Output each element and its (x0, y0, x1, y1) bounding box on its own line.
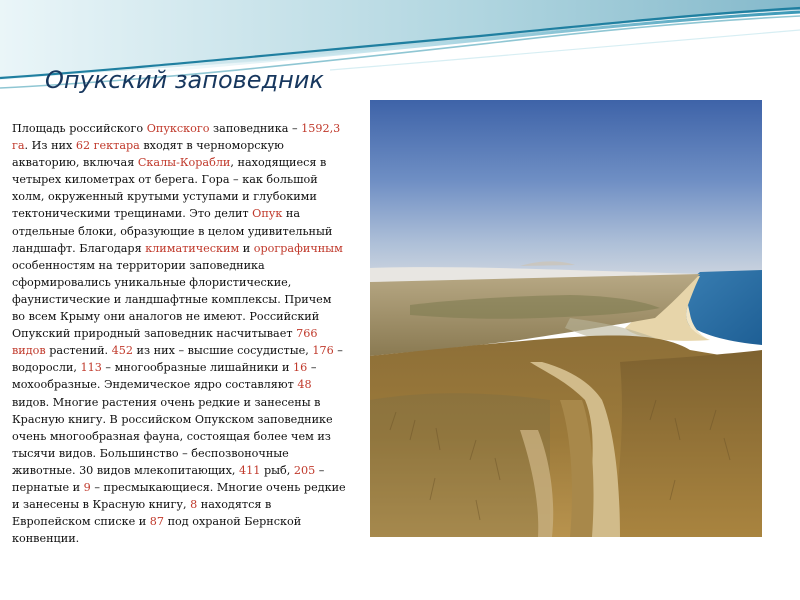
body-text-run: особенностям на территории заповедника сформировались уникальные флористические, фаунистические и ландшафтные комплексы. Причем во всем Крыму они аналогов не имеют. Российский Опукский природный заповедник насчитывает (12, 258, 332, 341)
body-text-run: – многообразные лишайники и (101, 361, 294, 375)
body-paragraph (12, 120, 347, 547)
body-text-run: – водоросли, (12, 344, 343, 375)
body-text-run: под охраной Бернской конвенции. (12, 515, 302, 546)
body-text-run: , находящиеся в четырех километрах от берега. Гора – как большой холм, окруженный крутыми уступами и глубокими тектоническими трещинами. Это делит (12, 156, 327, 221)
highlighted-term: Опукского (146, 122, 210, 135)
body-text-run: видов. Многие растения очень редкие и занесены в Красную книгу. В российском Опукском заповеднике очень многообразная фауна, состоящая более чем из тысячи видов. Большинство – беспозвоночные животные. 30 видов млекопитающих, (12, 395, 333, 477)
highlighted-term: 8 (190, 498, 198, 512)
body-text-run: входят в черноморскую акваторию, включая (12, 139, 284, 170)
highlighted-term: орографичным (253, 241, 343, 255)
body-text-run: на отдельные блоки, образующие в целом удивительный ландшафт. Благодаря (12, 207, 333, 255)
highlighted-term: 205 (293, 463, 316, 477)
slide-title: Опукский заповедник (45, 66, 324, 94)
body-text-run: растений. (45, 344, 112, 358)
highlighted-term: 9 (83, 480, 91, 494)
highlighted-term: Опук (252, 207, 283, 221)
landscape-photo (370, 100, 762, 537)
body-text-run: – пернатые и (12, 463, 325, 494)
highlighted-term: климатическим (145, 241, 240, 255)
body-text-run: – мохообразные. Эндемическое ядро составляют (12, 361, 317, 392)
highlighted-term: 176 (312, 344, 334, 358)
body-text-run: . Из них (24, 139, 76, 153)
body-text-run: Площадь российского (12, 122, 147, 135)
body-text-run: и (239, 241, 254, 255)
highlighted-term: 452 (111, 344, 133, 358)
body-text-run: заповедника – (209, 122, 302, 135)
highlighted-term: 87 (149, 515, 165, 529)
highlighted-term: 113 (80, 361, 102, 375)
body-text-run: – пресмыкающиеся. Многие очень редкие и занесены в Красную книгу, (12, 480, 346, 512)
highlighted-term: Скалы-Корабли (137, 156, 231, 170)
highlighted-term: 48 (297, 378, 312, 392)
highlighted-term: 411 (239, 463, 261, 477)
body-text-run: из них – высшие сосудистые, (133, 344, 313, 358)
highlighted-term: 62 гектара (75, 139, 140, 153)
highlighted-term: 16 (293, 361, 308, 375)
body-text-run: находятся в Европейском списке и (12, 498, 272, 529)
highlighted-term: 1592,3 га (12, 122, 341, 153)
highlighted-term: 766 видов (12, 327, 318, 358)
body-text-run: рыб, (260, 463, 294, 477)
